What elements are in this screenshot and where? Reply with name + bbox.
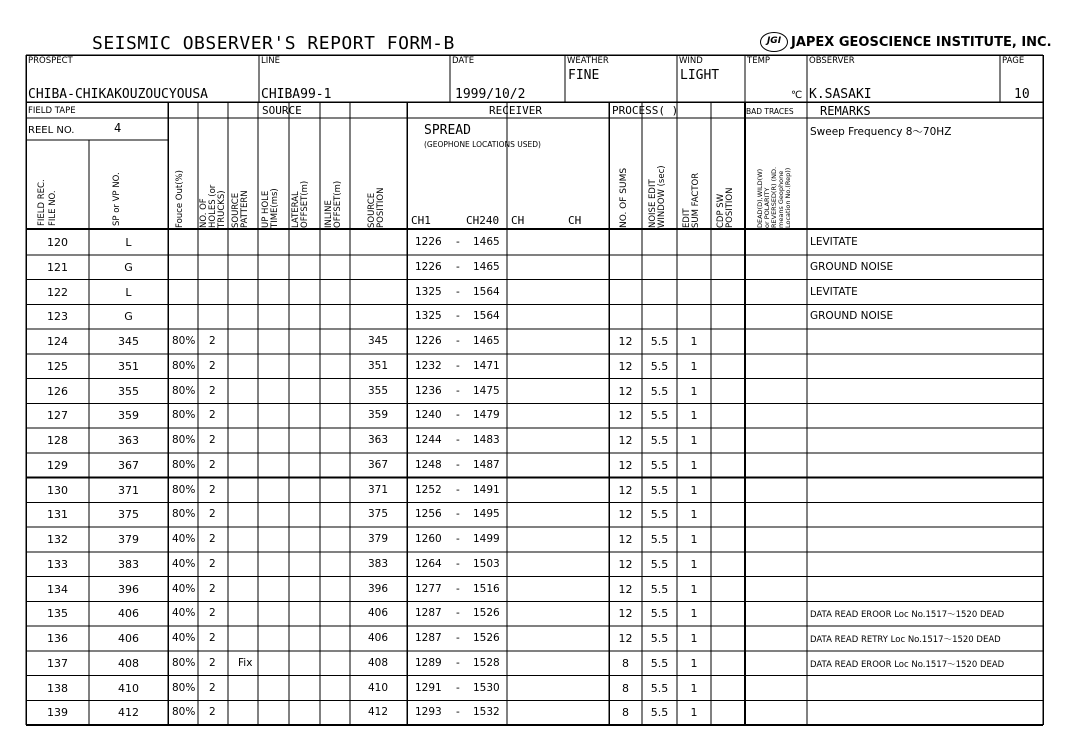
sums-cell: 12 [618,533,633,546]
file-no-cell: 133 [47,557,68,571]
ch240-cell: 1564 [473,310,500,323]
force-cell: 80% [172,681,196,694]
sp-cell: 359 [118,409,139,423]
ch240-cell: 1530 [473,681,500,694]
noise-cell: 5.5 [650,706,669,720]
ch240-cell: 1526 [473,607,500,620]
ch-dash: - [456,409,460,422]
noise-cell: 5.5 [650,557,669,571]
ch240-cell: 1487 [473,458,500,471]
factor-cell: 1 [690,458,698,472]
process-header: PROCESS( ) [612,104,679,117]
source-position-cell: 406 [368,607,389,620]
observer-label: OBSERVER [809,56,855,66]
edit-sum-factor-label: EDIT SUM FACTOR [682,172,701,228]
ch1-cell: 1293 [415,706,442,719]
factor-cell: 1 [690,706,698,720]
source-position-cell: 367 [368,458,389,471]
force-cell: 40% [172,533,196,545]
bad-traces-notes: DEAD(D),WILD(W) or POLARITY REVERSED(R) (ND. means Geophone Location No.(Rep)) [756,166,792,228]
cdp-sw-label: CDP SW POSITION [716,187,735,228]
file-no-label: FILE NO. [48,190,58,226]
sums-cell: 12 [618,335,633,348]
line-label: LINE [261,56,280,66]
sums-cell: 12 [618,384,633,398]
ch240-cell: 1465 [473,236,500,248]
source-position-cell: 351 [368,359,389,372]
remark-cell: LEVITATE [810,285,858,298]
file-no-cell: 134 [47,582,68,596]
remark-cell: DATA READ EROOR Loc No.1517～1520 DEAD [810,610,1005,621]
wind-value: LIGHT [680,68,720,83]
sp-cell: 363 [118,434,139,447]
noise-cell: 5.5 [650,508,669,522]
geophone-locations-label: (GEOPHONE LOCATIONS USED) [424,140,541,149]
file-no-cell: 137 [47,656,68,670]
ch1-cell: 1256 [415,508,442,521]
force-cell: 80% [172,409,196,422]
sp-cell: 375 [118,508,139,522]
ch-dash: - [456,359,460,372]
source-pattern-label: SOURCE PATTERN [231,190,250,228]
noise-cell: 5.5 [650,607,669,621]
brand-name: JAPEX GEOSCIENCE INSTITUTE, INC. [791,34,1052,50]
prospect-label: PROSPECT [28,56,73,66]
sp-cell: 412 [118,706,139,720]
sums-cell: 8 [622,656,629,670]
file-no-cell: 125 [47,359,68,373]
temp-unit: ℃ [791,90,803,101]
file-no-cell: 136 [47,632,68,645]
sp-cell: G [124,260,133,274]
ch1-cell: 1287 [415,632,442,644]
ch240-cell: 1499 [473,533,500,545]
ch1-cell: 1325 [415,285,442,298]
noise-cell: 5.5 [650,458,669,472]
file-no-cell: 138 [47,681,68,695]
temp-label: TEMP [747,56,771,66]
ch240-cell: 1495 [473,508,500,521]
file-no-cell: 120 [47,236,68,249]
noise-cell: 5.5 [650,681,669,695]
source-position-cell: 363 [368,434,389,446]
ch240-cell: 1532 [473,706,500,719]
sp-cell: 355 [118,384,139,398]
holes-cell: 2 [209,632,216,644]
factor-cell: 1 [690,607,698,621]
factor-cell: 1 [690,335,698,348]
force-cell: 40% [172,582,196,595]
field-rec-label: FIELD REC. [37,179,47,226]
ch-dash: - [456,706,460,719]
sp-cell: 396 [118,582,139,596]
ch1-cell: 1248 [415,458,442,471]
ch-dash: - [456,384,460,397]
sp-cell: 408 [118,656,139,670]
noise-cell: 5.5 [650,409,669,423]
source-position-cell: 383 [368,557,389,570]
ch-dash: - [456,582,460,595]
remark-cell: GROUND NOISE [810,310,894,323]
ch-dash: - [456,508,460,521]
file-no-cell: 135 [47,607,68,621]
source-position-cell: 359 [368,409,389,422]
file-no-cell: 127 [47,409,68,423]
ch-a-label: CH [511,214,525,227]
sums-cell: 12 [618,483,633,497]
ch-b-label: CH [568,214,582,227]
ch240-cell: 1564 [473,285,500,298]
factor-cell: 1 [690,656,698,670]
sp-cell: G [124,310,133,324]
lateral-offset-label: LATERAL OFFSET(m) [291,180,310,228]
ch-dash: - [456,681,460,694]
ch-dash: - [456,458,460,471]
sums-cell: 12 [618,582,633,596]
factor-cell: 1 [690,409,698,423]
force-cell: 80% [172,483,196,496]
prospect-value: CHIBA-CHIKAKOUZOUCYOUSA [28,87,209,102]
ch-dash: - [456,434,460,446]
page-label: PAGE [1002,56,1025,66]
sp-cell: 383 [118,557,139,571]
ch240-cell: 1503 [473,557,500,570]
factor-cell: 1 [690,632,698,645]
holes-cell: 2 [209,409,216,422]
factor-cell: 1 [690,483,698,497]
ch240-cell: 1516 [473,582,500,595]
ch240-cell: 1479 [473,409,500,422]
sums-cell: 8 [622,706,629,720]
force-cell: 80% [172,458,196,471]
holes-cell: 2 [209,434,216,446]
force-cell: 80% [172,384,196,397]
remarks-header: REMARKS [820,104,871,118]
ch-dash: - [456,335,460,347]
ch-dash: - [456,236,460,248]
factor-cell: 1 [690,557,698,571]
source-position-cell: 408 [368,656,389,669]
source-position-cell: 379 [368,533,389,545]
observer-value: K.SASAKI [809,87,872,102]
sp-cell: 351 [118,359,139,373]
holes-cell: 2 [209,359,216,372]
holes-cell: 2 [209,607,216,620]
sp-cell: 379 [118,533,139,546]
ch-dash: - [456,557,460,570]
source-position-cell: 396 [368,582,389,595]
date-value: 1999/10/2 [455,87,526,102]
ch1-cell: 1244 [415,434,442,446]
sp-cell: 406 [118,632,139,645]
noise-cell: 5.5 [650,483,669,497]
source-position-cell: 410 [368,681,389,694]
remark-cell: LEVITATE [810,236,858,248]
holes-cell: 2 [209,335,216,347]
source-position-cell: 355 [368,384,389,397]
ch1-cell: 1232 [415,359,442,372]
noise-edit-label: NOISE EDIT WINDOW (sec) [648,165,667,228]
file-no-cell: 128 [47,434,68,447]
remark-cell: DATA READ RETRY Loc No.1517～1520 DEAD [810,635,1001,645]
force-cell: 80% [172,359,196,372]
ch240-cell: 1465 [473,260,500,273]
sums-cell: 12 [618,434,633,447]
ch-dash: - [456,260,460,273]
sp-cell: 410 [118,681,139,695]
ch240-cell: 1465 [473,335,500,347]
ch1-cell: 1277 [415,582,442,595]
holes-cell: 2 [209,681,216,694]
ch1-cell: 1226 [415,260,442,273]
wind-label: WIND [679,56,703,66]
source-header: SOURCE [262,104,302,117]
holes-cell: 2 [209,458,216,471]
holes-cell: 2 [209,706,216,719]
file-no-cell: 131 [47,508,68,522]
sums-cell: 12 [618,359,633,373]
source-position-cell: 412 [368,706,389,719]
sweep-frequency-note: Sweep Frequency 8～70HZ [810,126,952,138]
holes-cell: 2 [209,557,216,570]
sums-cell: 12 [618,458,633,472]
date-label: DATE [452,56,475,66]
factor-cell: 1 [690,359,698,373]
file-no-cell: 139 [47,706,68,720]
source-position-cell: 406 [368,632,389,644]
up-hole-time-label: UP HOLE TIME(ms) [261,188,280,228]
noise-cell: 5.5 [650,335,669,348]
sp-cell: L [125,285,132,299]
file-no-cell: 126 [47,384,68,398]
ch-dash: - [456,310,460,323]
no-of-sums-label: NO. OF SUMS [619,167,629,228]
ch1-cell: 1287 [415,607,442,620]
brand-logo-icon: JGI [760,32,788,52]
ch-dash: - [456,632,460,644]
sums-cell: 12 [618,409,633,423]
ch1-label: CH1 [411,214,431,227]
ch240-cell: 1475 [473,384,500,397]
force-cell: 80% [172,335,196,347]
remark-cell: GROUND NOISE [810,260,894,273]
noise-cell: 5.5 [650,656,669,670]
holes-label: NO. OF HOLES (or TRUCKS) [199,184,227,228]
file-no-cell: 132 [47,533,68,546]
noise-cell: 5.5 [650,359,669,373]
ch1-cell: 1264 [415,557,442,570]
inline-offset-label: INLINE OFFSET(m) [324,180,343,228]
file-no-cell: 122 [47,285,68,299]
factor-cell: 1 [690,533,698,546]
page-value: 10 [1014,87,1030,102]
ch1-cell: 1291 [415,681,442,694]
file-no-cell: 130 [47,483,68,497]
sp-vp-label: SP or VP NO. [112,172,122,226]
source-position-cell: 375 [368,508,389,521]
force-cell: 40% [172,607,196,620]
remark-cell: DATA READ EROOR Loc No.1517～1520 DEAD [810,659,1005,670]
reel-no-label: REEL NO. [28,125,75,136]
factor-cell: 1 [690,508,698,522]
reel-no-value: 4 [114,121,122,135]
sums-cell: 12 [618,508,633,522]
source-position-label: SOURCE POSITION [367,187,386,228]
noise-cell: 5.5 [650,533,669,546]
noise-cell: 5.5 [650,632,669,645]
holes-cell: 2 [209,656,216,669]
file-no-cell: 121 [47,260,68,274]
file-no-cell: 129 [47,458,68,472]
sp-cell: 371 [118,483,139,497]
factor-cell: 1 [690,384,698,398]
force-out-label: Fouce Out(%) [175,170,185,228]
pattern-cell: Fix [238,656,253,669]
factor-cell: 1 [690,582,698,596]
force-cell: 80% [172,656,196,669]
ch1-cell: 1226 [415,335,442,347]
ch240-cell: 1483 [473,434,500,446]
sums-cell: 8 [622,681,629,695]
factor-cell: 1 [690,681,698,695]
ch-dash: - [456,656,460,669]
ch1-cell: 1325 [415,310,442,323]
force-cell: 80% [172,508,196,521]
ch240-cell: 1528 [473,656,500,669]
noise-cell: 5.5 [650,582,669,596]
holes-cell: 2 [209,582,216,595]
force-cell: 80% [172,434,196,446]
noise-cell: 5.5 [650,434,669,447]
force-cell: 40% [172,632,196,644]
ch-dash: - [456,285,460,298]
line-value: CHIBA99-1 [261,87,332,102]
spread-label: SPREAD [424,123,471,138]
force-cell: 40% [172,557,196,570]
ch1-cell: 1289 [415,656,442,669]
ch1-cell: 1236 [415,384,442,397]
receiver-header: RECEIVER [489,104,542,117]
source-position-cell: 371 [368,483,389,496]
source-position-cell: 345 [368,335,389,347]
sums-cell: 12 [618,607,633,621]
weather-value: FINE [568,68,600,83]
bad-traces-label: BAD TRACES [746,107,794,116]
sp-cell: 345 [118,335,139,348]
weather-label: WEATHER [567,56,609,66]
holes-cell: 2 [209,384,216,397]
ch1-cell: 1226 [415,236,442,248]
ch240-cell: 1526 [473,632,500,644]
sp-cell: 367 [118,458,139,472]
ch-dash: - [456,483,460,496]
file-no-cell: 123 [47,310,68,324]
ch240-label: CH240 [466,214,500,227]
sums-cell: 12 [618,632,633,645]
sp-cell: 406 [118,607,139,621]
file-no-cell: 124 [47,335,68,348]
ch1-cell: 1252 [415,483,442,496]
sp-cell: L [125,236,132,249]
form-title: SEISMIC OBSERVER'S REPORT FORM-B [92,33,455,54]
holes-cell: 2 [209,508,216,521]
ch240-cell: 1471 [473,359,500,372]
ch1-cell: 1260 [415,533,442,545]
noise-cell: 5.5 [650,384,669,398]
sums-cell: 12 [618,557,633,571]
holes-cell: 2 [209,483,216,496]
ch240-cell: 1491 [473,483,500,496]
factor-cell: 1 [690,434,698,447]
field-tape-label: FIELD TAPE [28,106,76,116]
ch1-cell: 1240 [415,409,442,422]
force-cell: 80% [172,706,196,719]
ch-dash: - [456,533,460,545]
holes-cell: 2 [209,533,216,545]
ch-dash: - [456,607,460,620]
